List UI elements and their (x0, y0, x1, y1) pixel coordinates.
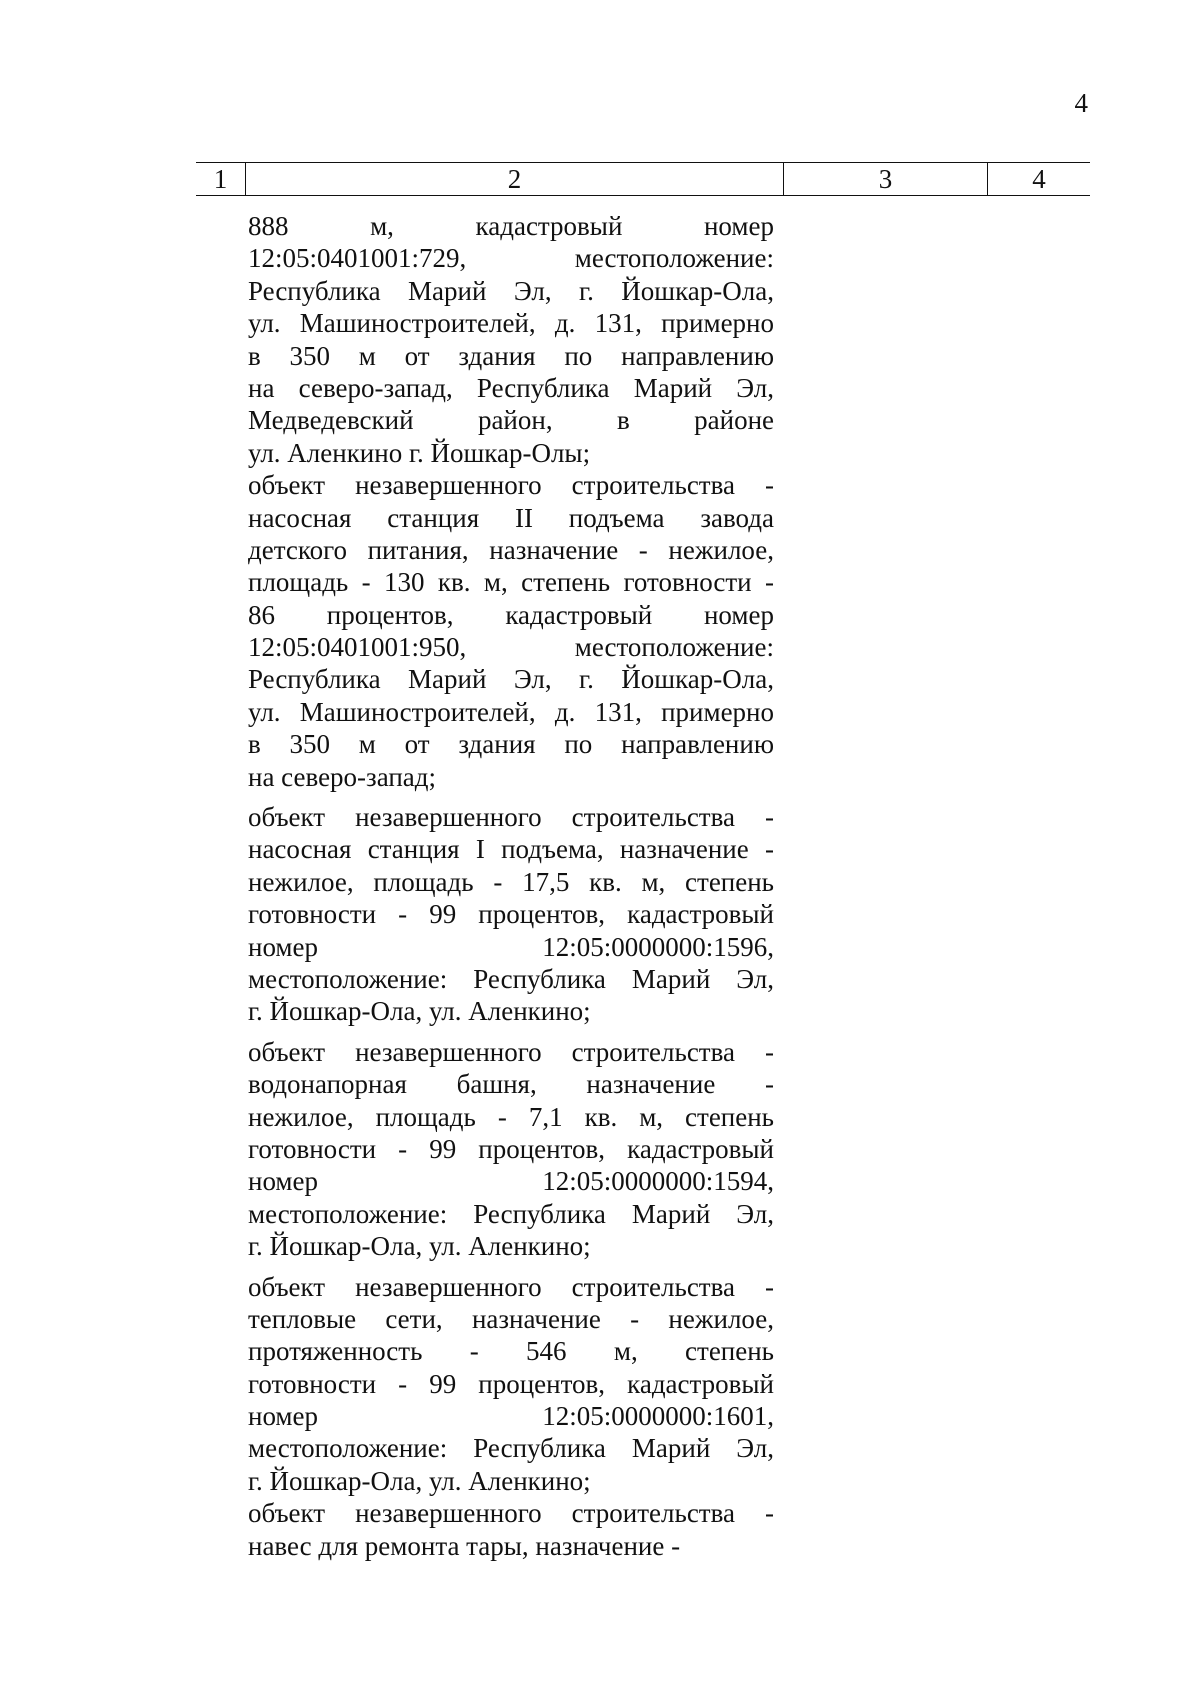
text-line: в 350 м от здания по направлению (248, 340, 774, 371)
text-line: объект незавершенного строительства - (248, 1498, 774, 1529)
text-line: ул. Машиностроителей, д. 131, примерно (248, 308, 774, 339)
text-line: насосная станция I подъема, назначение - (248, 834, 774, 865)
text-line: местоположение: Республика Марий Эл, (248, 963, 774, 994)
text-line: местоположение: Республика Марий Эл, (248, 1198, 774, 1229)
text-line: номер 12:05:0000000:1594, (248, 1166, 774, 1197)
text-line: ул. Аленкино г. Йошкар-Олы; (248, 437, 591, 468)
text-line: готовности - 99 процентов, кадастровый (248, 1368, 774, 1399)
property-entry (248, 801, 774, 1028)
text-line: 12:05:0401001:950, местоположение: (248, 632, 774, 663)
text-line: протяженность - 546 м, степень (248, 1336, 774, 1367)
text-line: на северо-запад; (248, 761, 437, 792)
text-line: номер 12:05:0000000:1596, (248, 931, 774, 962)
text-line: готовности - 99 процентов, кадастровый (248, 899, 774, 930)
text-line: в 350 м от здания по направлению (248, 729, 774, 760)
text-line: г. Йошкар-Ола, ул. Аленкино; (248, 996, 591, 1027)
column-header-2: 2 (246, 163, 784, 195)
property-entry (248, 1271, 774, 1498)
text-line: готовности - 99 процентов, кадастровый (248, 1133, 774, 1164)
property-entry (248, 210, 774, 469)
column-header-1: 1 (196, 163, 246, 195)
property-entry (248, 1036, 774, 1263)
text-line: Республика Марий Эл, г. Йошкар-Ола, (248, 275, 774, 306)
text-line: 888 м, кадастровый номер (248, 211, 774, 241)
text-line: 12:05:0401001:729, местоположение: (248, 243, 774, 274)
text-line: объект незавершенного строительства - (248, 1036, 774, 1067)
property-entry (248, 469, 774, 793)
text-line: г. Йошкар-Ола, ул. Аленкино; (248, 1465, 591, 1496)
text-line: объект незавершенного строительства - (248, 1271, 774, 1302)
table-column-header-row (196, 162, 1090, 196)
text-line: нежилое, площадь - 17,5 кв. м, степень (248, 866, 774, 897)
text-line: нежилое, площадь - 7,1 кв. м, степень (248, 1101, 774, 1132)
text-line: Республика Марий Эл, г. Йошкар-Ола, (248, 664, 774, 695)
text-line: площадь - 130 кв. м, степень готовности - (248, 567, 774, 598)
text-line: навес для ремонта тары, назначение - (248, 1530, 681, 1561)
text-line: водонапорная башня, назначение - (248, 1069, 774, 1100)
page-number: 4 (1074, 88, 1088, 118)
text-line: Медведевский район, в районе (248, 405, 774, 436)
text-line: номер 12:05:0000000:1601, (248, 1401, 774, 1432)
column-2-text (248, 210, 774, 1570)
text-line: 86 процентов, кадастровый номер (248, 599, 774, 630)
text-line: насосная станция II подъема завода (248, 502, 774, 533)
text-line: объект незавершенного строительства - (248, 802, 774, 833)
text-line: г. Йошкар-Ола, ул. Аленкино; (248, 1231, 591, 1262)
text-line: детского питания, назначение - нежилое, (248, 534, 774, 565)
text-line: на северо-запад, Республика Марий Эл, (248, 372, 774, 403)
text-line: ул. Машиностроителей, д. 131, примерно (248, 696, 774, 727)
column-header-3: 3 (784, 163, 988, 195)
text-line: тепловые сети, назначение - нежилое, (248, 1303, 774, 1334)
property-entry (248, 1497, 774, 1562)
text-line: объект незавершенного строительства - (248, 470, 774, 501)
column-header-4: 4 (1032, 163, 1046, 194)
text-line: местоположение: Республика Марий Эл, (248, 1433, 774, 1464)
